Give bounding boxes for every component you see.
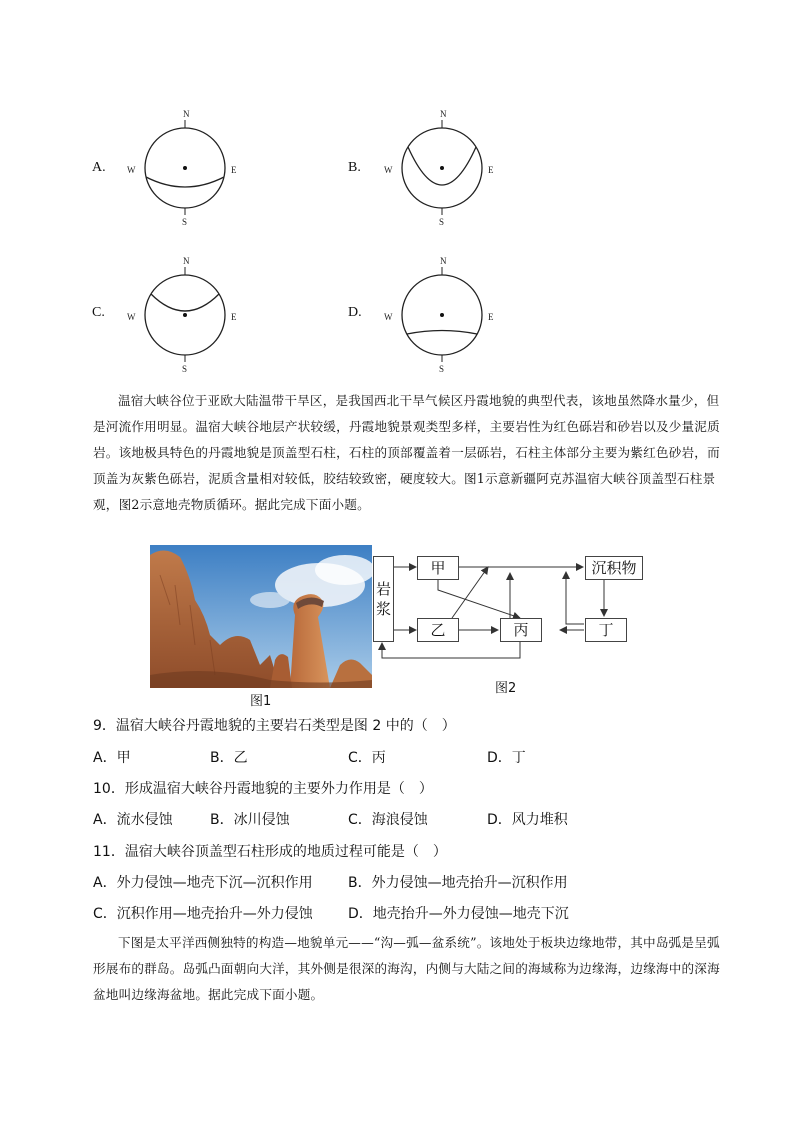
- passage-1: [93, 388, 721, 518]
- q10-option-d: D．风力堆积: [487, 812, 568, 828]
- question-9: 9．温宿大峡谷丹霞地貌的主要岩石类型是图 2 中的（ ）: [93, 718, 456, 734]
- q11-option-c: C．沉积作用—地壳抬升—外力侵蚀: [93, 906, 313, 922]
- q10-option-c: C．海浪侵蚀: [348, 812, 428, 828]
- south-label: S: [439, 364, 445, 374]
- figure-1-caption: 图1: [250, 694, 272, 709]
- q11-option-a: A．外力侵蚀—地壳下沉—沉积作用: [93, 875, 313, 891]
- west-label: W: [384, 312, 393, 322]
- q10-option-b: B．冰川侵蚀: [210, 812, 290, 828]
- q9-option-d: D．丁: [487, 750, 526, 766]
- north-label: N: [440, 109, 447, 119]
- option-b-label: B.: [348, 160, 361, 175]
- yi-box: 乙: [417, 618, 459, 642]
- west-label: W: [127, 165, 136, 175]
- question-11: 11．温宿大峡谷顶盖型石柱形成的地质过程可能是（ ）: [93, 844, 447, 860]
- sediment-box: 沉积物: [585, 556, 643, 580]
- magma-label: 岩浆: [375, 580, 391, 618]
- north-label: N: [440, 256, 447, 266]
- magma-box: [373, 556, 394, 642]
- option-c-label: C.: [92, 305, 105, 320]
- passage-2-text: 下图是太平洋西侧独特的构造—地貌单元——“沟—弧—盆系统”。该地处于板块边缘地带，其中岛弧是呈弧形展布的群岛。岛弧凸面朝向大洋，其外侧是很深的海沟，内侧与大陆之间的海域称为边缘海，边缘海中的深海盆地叫边缘海盆地。据此完成下面小题。: [93, 935, 720, 1002]
- south-label: S: [182, 364, 188, 374]
- jia-box: 甲: [417, 556, 459, 580]
- compass-diagram-d: [377, 252, 507, 377]
- q11-option-d: D．地壳抬升—外力侵蚀—地壳下沉: [348, 906, 569, 922]
- west-label: W: [127, 312, 136, 322]
- q9-option-c: C．丙: [348, 750, 386, 766]
- east-label: E: [488, 165, 494, 175]
- compass-diagram-b: [377, 105, 507, 230]
- passage-1-text: 温宿大峡谷位于亚欧大陆温带干旱区，是我国西北干旱气候区丹霞地貌的典型代表，该地虽然降水量少，但是河流作用明显。温宿大峡谷地层产状较缓，丹霞地貌景观类型多样，主要岩性为红色砾岩和砂岩以及少量泥质岩。该地极具特色的丹霞地貌是顶盖型石柱，石柱的顶部覆盖着一层砾岩，石柱主体部分主要为紫红色砂岩，而顶盖为灰紫色砾岩，泥质含量相对较低，胶结较致密，硬度较大。图1示意新疆阿克苏温宿大峡谷顶盖型石柱景观，图2示意地壳物质循环。据此完成下面小题。: [93, 393, 720, 512]
- compass-diagram-c: [120, 252, 250, 377]
- north-label: N: [183, 256, 190, 266]
- south-label: S: [439, 217, 445, 227]
- passage-2: [93, 930, 721, 1008]
- q9-option-a: A．甲: [93, 750, 131, 766]
- ding-box: 丁: [585, 618, 627, 642]
- south-label: S: [182, 217, 188, 227]
- east-label: E: [231, 165, 237, 175]
- west-label: W: [384, 165, 393, 175]
- north-label: N: [183, 109, 190, 119]
- option-a-label: A.: [92, 160, 106, 175]
- option-d-label: D.: [348, 305, 362, 320]
- figure-1-photo: [150, 545, 372, 688]
- east-label: E: [231, 312, 237, 322]
- east-label: E: [488, 312, 494, 322]
- question-10: 10．形成温宿大峡谷丹霞地貌的主要外力作用是（ ）: [93, 781, 433, 797]
- compass-diagram-a: [120, 105, 250, 230]
- q9-option-b: B．乙: [210, 750, 248, 766]
- q10-option-a: A．流水侵蚀: [93, 812, 173, 828]
- figure-2-caption: 图2: [495, 681, 517, 696]
- bing-box: 丙: [500, 618, 542, 642]
- q11-option-b: B．外力侵蚀—地壳抬升—沉积作用: [348, 875, 568, 891]
